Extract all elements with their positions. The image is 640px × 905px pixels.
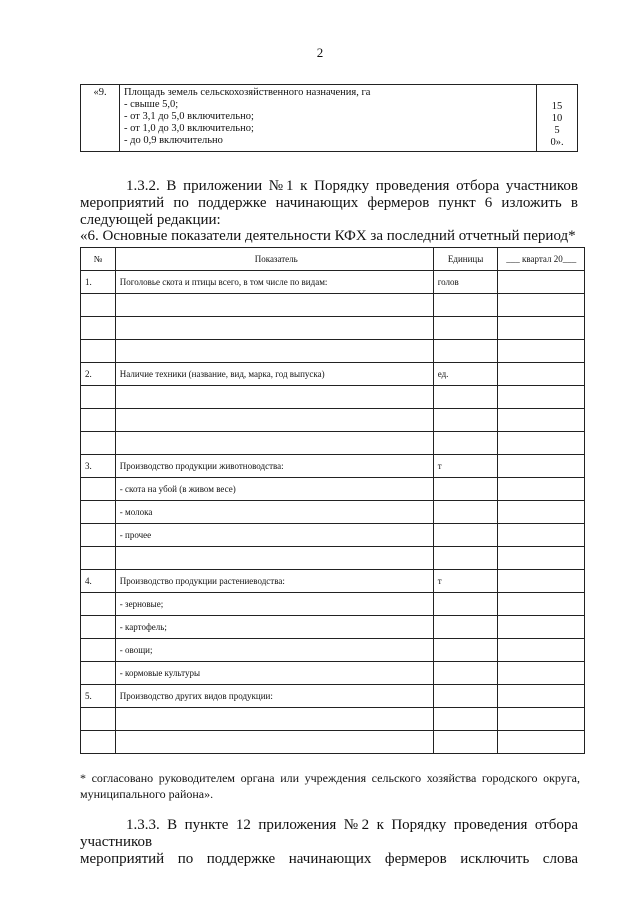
col-header-num: №	[81, 248, 116, 271]
table-row	[81, 455, 585, 478]
row-unit	[433, 731, 498, 754]
criterion-title: Площадь земель сельскохозяйственного назначения, га	[124, 87, 371, 98]
row-value	[498, 685, 585, 708]
table-row	[81, 708, 585, 731]
row-unit	[433, 386, 498, 409]
table-row	[81, 524, 585, 547]
row-unit	[433, 432, 498, 455]
paragraph-line: 1.3.3. В пункте 12 приложения №2 к Порядку проведения отбора участников	[80, 817, 578, 850]
row-indicator: Наличие техники (название, вид, марка, год выпуска)	[115, 363, 433, 386]
row-number	[81, 731, 116, 754]
row-unit	[433, 317, 498, 340]
row-unit	[433, 547, 498, 570]
row-indicator: - картофель;	[115, 616, 433, 639]
table-row	[81, 271, 585, 294]
row-unit	[433, 409, 498, 432]
row-indicator	[115, 708, 433, 731]
criterion-option: - от 3,1 до 5,0 включительно;	[124, 111, 254, 122]
score-value: 0».	[550, 137, 564, 148]
row-unit	[433, 593, 498, 616]
row-number	[81, 639, 116, 662]
indicators-table-body	[81, 271, 585, 754]
row-value	[498, 570, 585, 593]
footnote: * согласовано руководителем органа или учреждения сельского хозяйства городского округа, муниципального района».	[80, 771, 580, 801]
table-header-row	[81, 248, 585, 271]
row-number	[81, 524, 116, 547]
row-number: 5.	[81, 685, 116, 708]
row-value	[498, 363, 585, 386]
table-row	[81, 570, 585, 593]
row-number	[81, 616, 116, 639]
indicators-table	[80, 247, 585, 754]
col-header-indicator: Показатель	[115, 248, 433, 271]
row-indicator: - молока	[115, 501, 433, 524]
criterion-option: - свыше 5,0;	[124, 99, 179, 110]
table-row	[81, 593, 585, 616]
row-indicator: - овощи;	[115, 639, 433, 662]
row-indicator: - кормовые культуры	[115, 662, 433, 685]
row-value	[498, 524, 585, 547]
row-number	[81, 317, 116, 340]
row-unit	[433, 524, 498, 547]
row-value	[498, 271, 585, 294]
row-value	[498, 478, 585, 501]
row-value	[498, 432, 585, 455]
row-number: 4.	[81, 570, 116, 593]
row-number: 3.	[81, 455, 116, 478]
row-indicator: Поголовье скота и птицы всего, в том числе по видам:	[115, 271, 433, 294]
score-value: 15	[551, 101, 563, 112]
row-value	[498, 547, 585, 570]
row-unit: т	[433, 455, 498, 478]
row-unit	[433, 662, 498, 685]
row-indicator: - прочее	[115, 524, 433, 547]
row-value	[498, 386, 585, 409]
item-number: «9.	[81, 85, 120, 152]
row-number: 1.	[81, 271, 116, 294]
row-indicator	[115, 317, 433, 340]
row-unit: голов	[433, 271, 498, 294]
row-unit	[433, 685, 498, 708]
row-unit	[433, 478, 498, 501]
row-number	[81, 478, 116, 501]
score-value: 10	[551, 113, 563, 124]
paragraph-1-3-3	[80, 817, 578, 868]
table-heading: «6. Основные показатели деятельности КФХ за последний отчетный период*	[80, 228, 576, 244]
criterion-option: - от 1,0 до 3,0 включительно;	[124, 123, 254, 134]
row-indicator	[115, 294, 433, 317]
row-value	[498, 501, 585, 524]
score-cell	[537, 85, 578, 152]
score-value: 5	[554, 125, 560, 136]
table-row	[81, 478, 585, 501]
table-row	[81, 432, 585, 455]
row-unit	[433, 294, 498, 317]
row-indicator	[115, 432, 433, 455]
row-value	[498, 455, 585, 478]
row-number	[81, 432, 116, 455]
row-indicator	[115, 547, 433, 570]
row-number	[81, 294, 116, 317]
table-row	[81, 386, 585, 409]
row-indicator: Производство продукции растениеводства:	[115, 570, 433, 593]
table-row	[81, 616, 585, 639]
row-value	[498, 340, 585, 363]
row-unit	[433, 639, 498, 662]
table-row	[81, 363, 585, 386]
row-unit: т	[433, 570, 498, 593]
table-row	[81, 340, 585, 363]
row-indicator: Производство других видов продукции:	[115, 685, 433, 708]
row-number	[81, 708, 116, 731]
page-number: 2	[316, 45, 324, 60]
row-number	[81, 409, 116, 432]
row-value	[498, 662, 585, 685]
row-indicator	[115, 340, 433, 363]
col-header-unit: Единицы	[433, 248, 498, 271]
row-indicator: - зерновые;	[115, 593, 433, 616]
row-number	[81, 662, 116, 685]
table-row	[81, 294, 585, 317]
row-number	[81, 547, 116, 570]
criterion-cell	[120, 85, 537, 152]
table-row	[81, 662, 585, 685]
table-row	[81, 85, 578, 152]
row-value	[498, 294, 585, 317]
row-indicator	[115, 731, 433, 754]
table-row	[81, 547, 585, 570]
paragraph-line: мероприятий по поддержке начинающих фермеров пункт 6 изложить в	[80, 195, 578, 211]
row-indicator	[115, 386, 433, 409]
row-value	[498, 731, 585, 754]
row-value	[498, 593, 585, 616]
row-indicator	[115, 409, 433, 432]
land-area-table	[80, 84, 578, 152]
row-number: 2.	[81, 363, 116, 386]
row-unit	[433, 501, 498, 524]
row-number	[81, 501, 116, 524]
table-row	[81, 501, 585, 524]
paragraph-1-3-2	[80, 178, 578, 229]
row-unit	[433, 340, 498, 363]
paragraph-line: 1.3.2. В приложении №1 к Порядку проведения отбора участников	[126, 178, 578, 194]
row-value	[498, 708, 585, 731]
row-value	[498, 639, 585, 662]
row-number	[81, 386, 116, 409]
criterion-option: - до 0,9 включительно	[124, 135, 223, 146]
row-value	[498, 616, 585, 639]
row-unit	[433, 616, 498, 639]
row-value	[498, 317, 585, 340]
paragraph-line: следующей редакции:	[80, 212, 221, 228]
row-indicator: - скота на убой (в живом весе)	[115, 478, 433, 501]
table-row	[81, 317, 585, 340]
table-row	[81, 639, 585, 662]
row-number	[81, 340, 116, 363]
row-value	[498, 409, 585, 432]
row-unit: ед.	[433, 363, 498, 386]
table-row	[81, 685, 585, 708]
paragraph-line: мероприятий по поддержке начинающих фермеров исключить слова	[80, 851, 578, 867]
row-indicator: Производство продукции животноводства:	[115, 455, 433, 478]
table-row	[81, 409, 585, 432]
table-row	[81, 731, 585, 754]
col-header-period: ___ квартал 20___	[498, 248, 585, 271]
row-number	[81, 593, 116, 616]
row-unit	[433, 708, 498, 731]
